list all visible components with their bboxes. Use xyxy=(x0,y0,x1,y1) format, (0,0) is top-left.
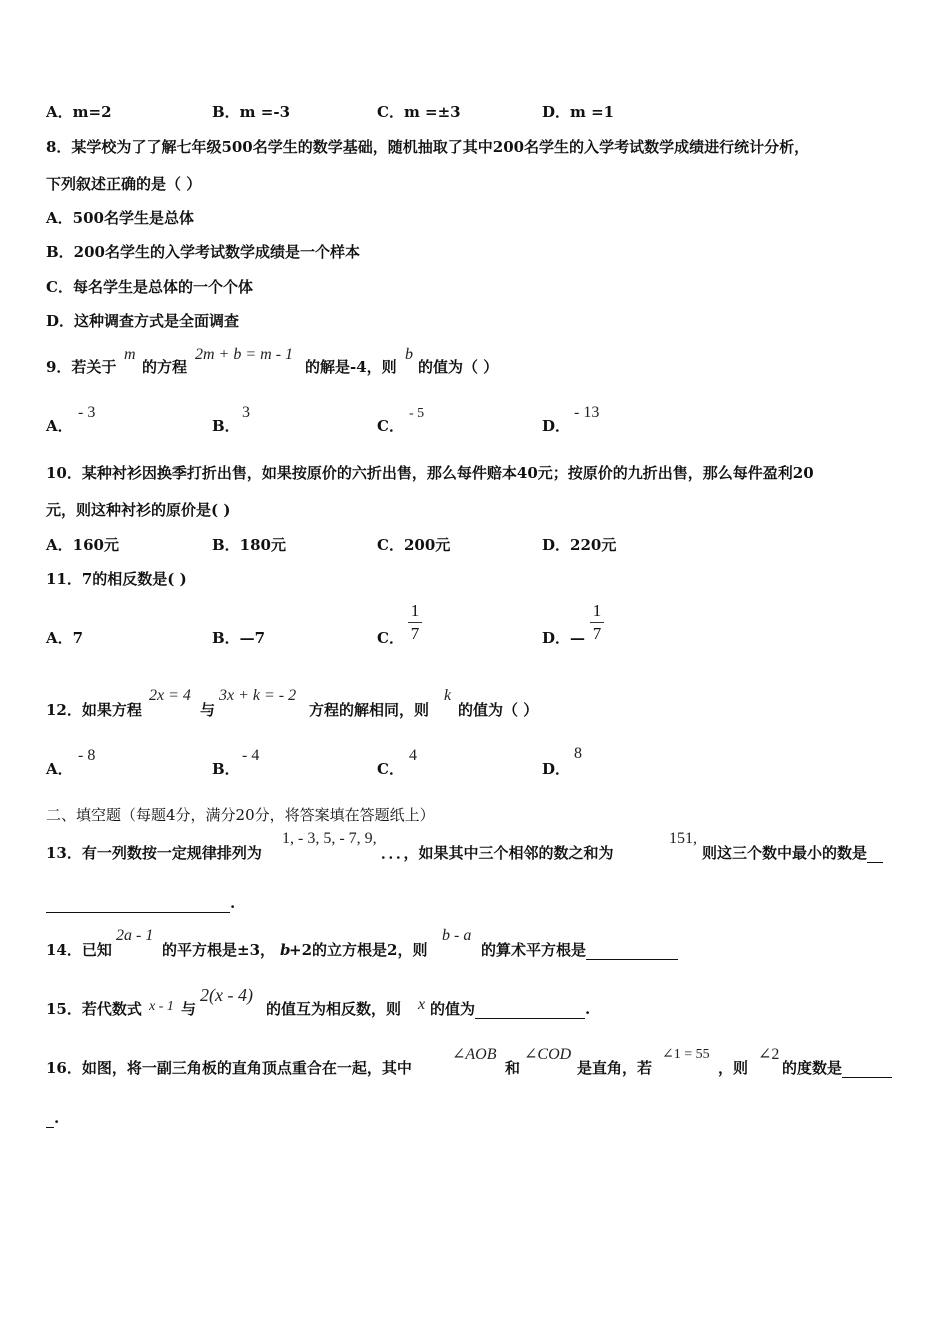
fraction-denominator: 7 xyxy=(592,624,602,643)
q13-text-2: ．．．，如果其中三个相邻的数之和为 xyxy=(381,844,614,862)
q15-text-1: 15．若代数式 xyxy=(46,1000,142,1018)
q16-text-2: 和 xyxy=(505,1059,521,1077)
q9-text-3: 的解是-4，则 xyxy=(305,358,397,376)
q9-value-b: 3 xyxy=(242,404,250,421)
q9-value-d: - 13 xyxy=(574,404,600,421)
q16-end: . xyxy=(54,1109,60,1127)
fraction-bar xyxy=(590,622,604,623)
q14-text-1: 14．已知 xyxy=(46,941,112,959)
q12-math-eq1: 2x = 4 xyxy=(149,687,191,704)
q14-math-b-a: b - a xyxy=(442,927,472,944)
q12-value-c: 4 xyxy=(409,747,417,764)
q9-text-1: 9．若关于 xyxy=(46,358,117,376)
q8-option-a: A．500名学生是总体 xyxy=(46,209,194,227)
q10-option-c: C．200元 xyxy=(377,536,451,554)
answer-blank[interactable] xyxy=(586,959,678,960)
q15-end: . xyxy=(585,1000,591,1018)
q16-math-angle-2: ∠2 xyxy=(758,1046,780,1063)
q7-option-c: C．m =±3 xyxy=(377,103,461,121)
q15-text-4-label: 的值为 xyxy=(430,1000,476,1018)
q9-label-c: C． xyxy=(377,417,404,435)
q16-text-5 xyxy=(782,1058,892,1078)
q8-stem-line2: 下列叙述正确的是（ ） xyxy=(46,175,202,193)
q14-var-b: b xyxy=(280,941,291,959)
q16-math-angle-aob: ∠AOB xyxy=(452,1046,497,1063)
q12-text-3: 方程的解相同，则 xyxy=(309,701,430,719)
q15-text-2: 与 xyxy=(181,1000,197,1018)
q9-math-equation: 2m + b = m - 1 xyxy=(195,346,294,363)
q9-label-d: D． xyxy=(542,417,571,435)
q10-option-b: B．180元 xyxy=(212,536,286,554)
q12-label-d: D． xyxy=(542,760,571,778)
q12-label-b: B． xyxy=(212,760,240,778)
q12-value-d: 8 xyxy=(574,745,582,762)
q10-option-a: A．160元 xyxy=(46,536,119,554)
q14-text-3: +2的立方根是2，则 xyxy=(289,941,428,959)
q12-text-4: 的值为（ ） xyxy=(458,701,539,719)
q12-value-b: - 4 xyxy=(242,747,260,764)
q16-text-4: ，则 xyxy=(718,1059,749,1077)
q13-text-3 xyxy=(702,843,883,863)
q8-option-d: D．这种调查方式是全面调查 xyxy=(46,312,240,330)
q16-math-angle-1: ∠1 = 55 xyxy=(662,1047,710,1062)
q15-math-2x-4: 2(x - 4) xyxy=(200,985,253,1005)
q15-math-x: x xyxy=(418,996,426,1013)
q16-text-3: 是直角，若 xyxy=(577,1059,653,1077)
q12-math-k: k xyxy=(444,687,452,704)
q14-text-4-label: 的算术平方根是 xyxy=(481,941,587,959)
q16-math-angle-cod: ∠COD xyxy=(524,1046,572,1063)
q16-text-5-label: 的度数是 xyxy=(782,1059,843,1077)
q13-math-sum: 151, xyxy=(669,830,697,847)
q13-text-1: 13．有一列数按一定规律排列为 xyxy=(46,844,262,862)
q8-option-b: B．200名学生的入学考试数学成绩是一个样本 xyxy=(46,243,360,261)
q16-answer-line xyxy=(46,1108,59,1128)
q9-math-m: m xyxy=(124,346,136,363)
fraction-bar xyxy=(408,622,422,623)
q9-value-c: - 5 xyxy=(409,406,425,421)
q8-stem-line1: 8．某学校为了了解七年级500名学生的数学基础，随机抽取了其中200名学生的入学考试数学成绩进行统计分析， xyxy=(46,138,810,156)
q13-answer-line xyxy=(46,893,235,913)
q7-option-a: A．m=2 xyxy=(46,103,112,121)
q12-label-c: C． xyxy=(377,760,404,778)
fraction-numerator: 1 xyxy=(592,601,602,620)
q12-value-a: - 8 xyxy=(78,747,96,764)
q10-option-d: D．220元 xyxy=(542,536,617,554)
q10-stem-line2: 元，则这种衬衫的原价是( ) xyxy=(46,501,231,519)
q11-option-a: A．7 xyxy=(46,629,84,647)
q13-text-3-label: 则这三个数中最小的数是 xyxy=(702,844,868,862)
q13-math-sequence: 1, - 3, 5, - 7, 9, xyxy=(282,830,377,847)
q12-text-2: 与 xyxy=(200,701,216,719)
section-heading: 二、填空题（每题4分，满分20分，将答案填在答题纸上） xyxy=(46,806,435,824)
q12-label-a: A． xyxy=(46,760,73,778)
q15-math-x-1: x - 1 xyxy=(149,999,174,1014)
q11-option-d-fraction xyxy=(590,602,604,643)
q14-text-2: 的平方根是±3， xyxy=(162,941,276,959)
q12-math-eq2: 3x + k = - 2 xyxy=(219,687,297,704)
q12-text-1: 12．如果方程 xyxy=(46,701,142,719)
q11-option-c-label: C． xyxy=(377,629,404,647)
q7-option-b: B．m =-3 xyxy=(212,103,291,121)
q11-stem: 11．7的相反数是( ) xyxy=(46,570,187,588)
fraction-denominator: 7 xyxy=(410,624,420,643)
q9-label-a: A． xyxy=(46,417,73,435)
q9-text-4: 的值为（ ） xyxy=(418,358,499,376)
q8-option-c: C．每名学生是总体的一个个体 xyxy=(46,278,253,296)
answer-blank[interactable] xyxy=(842,1077,892,1078)
q9-math-b: b xyxy=(405,346,413,363)
q15-text-4 xyxy=(430,999,590,1019)
answer-blank[interactable] xyxy=(46,912,230,913)
q11-option-d-label: D．— xyxy=(542,629,586,647)
q11-option-b: B．—7 xyxy=(212,629,266,647)
fraction-numerator: 1 xyxy=(410,601,420,620)
answer-blank[interactable] xyxy=(475,1018,585,1019)
q16-text-1: 16．如图，将一副三角板的直角顶点重合在一起，其中 xyxy=(46,1059,412,1077)
q9-text-2: 的方程 xyxy=(142,358,188,376)
q13-end: . xyxy=(230,894,236,912)
q11-option-c-fraction xyxy=(408,602,422,643)
q15-text-3: 的值互为相反数，则 xyxy=(266,1000,402,1018)
q10-stem-line1: 10．某种衬衫因换季打折出售，如果按原价的六折出售，那么每件赔本40元；按原价的九折出售，那么每件盈利20 xyxy=(46,464,814,482)
q9-value-a: - 3 xyxy=(78,404,96,421)
q14-math-2a-1: 2a - 1 xyxy=(116,927,154,944)
q7-option-d: D．m =1 xyxy=(542,103,615,121)
q9-label-b: B． xyxy=(212,417,240,435)
q14-text-4 xyxy=(481,940,678,960)
answer-blank[interactable] xyxy=(867,862,883,863)
answer-blank[interactable] xyxy=(46,1127,54,1128)
